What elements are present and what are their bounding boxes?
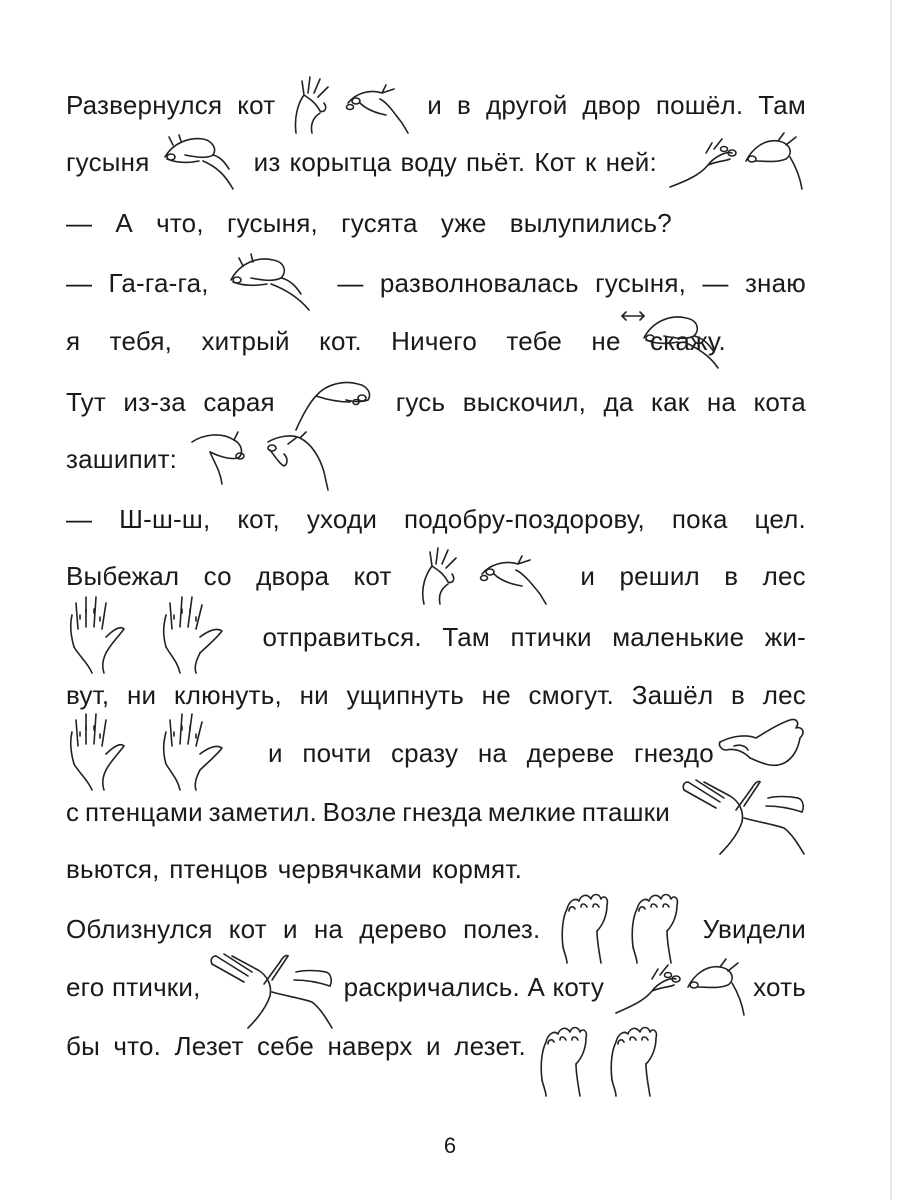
word: воду: [400, 146, 457, 177]
word: раскричались.: [343, 971, 520, 1002]
text-line-14: [66, 847, 522, 891]
word: почти: [302, 737, 372, 768]
word: —: [702, 267, 729, 298]
word: коту: [552, 971, 605, 1002]
word: А: [115, 207, 133, 238]
text-line-16: [66, 965, 806, 1009]
word: Выбежал: [66, 560, 180, 591]
text-line-10: [66, 615, 806, 659]
word: —: [66, 503, 93, 534]
word: и: [282, 913, 298, 944]
word: птенцами: [84, 796, 203, 827]
word: кормят.: [431, 853, 522, 884]
word: не: [481, 679, 511, 710]
word: Ничего: [391, 325, 478, 356]
word: кот: [353, 560, 392, 591]
word: и: [427, 89, 443, 120]
text-line-6: [66, 380, 806, 424]
word: скажу.: [650, 325, 726, 356]
word: жи-: [764, 621, 806, 652]
word: в: [457, 89, 472, 120]
word: кота: [753, 386, 806, 417]
word: лезет.: [454, 1030, 526, 1061]
word: на: [313, 913, 344, 944]
word: со: [203, 560, 232, 591]
word: гнездо: [634, 737, 714, 768]
text-line-17: [66, 1024, 526, 1068]
word: Облизнулся: [66, 913, 213, 944]
word: и: [268, 737, 283, 768]
text-line-12: [268, 731, 714, 775]
word: из: [253, 146, 281, 177]
word: птенцов: [169, 853, 269, 884]
word: Увидели: [702, 913, 806, 944]
word: хитрый: [201, 325, 290, 356]
word: Тут: [66, 386, 106, 417]
word: себе: [257, 1030, 315, 1061]
word: гусята: [341, 207, 418, 238]
word: А: [527, 971, 545, 1002]
word: уже: [440, 207, 487, 238]
word: корытца: [289, 146, 392, 177]
word: на: [706, 386, 737, 417]
word: Га-га-га,: [108, 267, 209, 298]
word: подобру-поздорову,: [404, 503, 645, 534]
word: Зашёл: [631, 679, 714, 710]
word: хоть: [753, 971, 806, 1002]
word: Там: [442, 621, 491, 652]
goose-hand-sign-icon: [616, 306, 726, 370]
word: в: [724, 560, 739, 591]
goose-hand-sign-icon: [292, 372, 378, 432]
cat-hand-sign-icon: [612, 955, 746, 1019]
word: гусыня,: [595, 267, 687, 298]
word: тебя,: [109, 325, 173, 356]
word: наверх: [327, 1030, 413, 1061]
word: —: [66, 207, 93, 238]
word: я: [66, 325, 81, 356]
word: пока: [671, 503, 728, 534]
word: сразу: [390, 737, 459, 768]
word: Возле: [322, 796, 397, 827]
word: зашипит:: [66, 443, 178, 474]
word: клюнуть,: [173, 679, 282, 710]
word: птички: [510, 621, 592, 652]
word: двора: [256, 560, 330, 591]
word: маленькие: [612, 621, 745, 652]
word: ни: [126, 679, 157, 710]
forest-hand-sign-icon: [66, 706, 242, 792]
word: лес: [762, 679, 806, 710]
word: бы: [66, 1030, 100, 1061]
text-line-15: [66, 907, 806, 951]
word: ущипнуть: [346, 679, 464, 710]
word: полез.: [463, 913, 541, 944]
climb-hand-sign-icon: [536, 1018, 666, 1098]
word: с: [66, 796, 80, 827]
word: цел.: [754, 503, 806, 534]
word: и: [426, 1030, 441, 1061]
goose-hand-sign-icon: [159, 133, 245, 191]
word: да: [603, 386, 634, 417]
word: заметил.: [208, 796, 317, 827]
cat-hand-sign-icon: [416, 544, 556, 608]
word: Кот: [534, 146, 576, 177]
word: ни: [299, 679, 329, 710]
text-line-13: [66, 790, 670, 834]
word: гнезда: [402, 796, 483, 827]
word: кот: [237, 89, 276, 120]
word: кот.: [319, 325, 362, 356]
word: гусыня: [66, 146, 150, 177]
word: уходи: [306, 503, 378, 534]
word: разволновалась: [379, 267, 579, 298]
word: сарая: [203, 386, 275, 417]
word: в: [731, 679, 746, 710]
word: пташки: [581, 796, 670, 827]
word: к: [584, 146, 597, 177]
word: ней:: [605, 146, 657, 177]
word: и: [580, 560, 596, 591]
word: птички,: [111, 971, 201, 1002]
word: решил: [619, 560, 700, 591]
word: Развернулся: [66, 89, 223, 120]
word: что.: [113, 1030, 162, 1061]
word: лес: [762, 560, 806, 591]
word: дерево: [359, 913, 447, 944]
word: —: [66, 267, 93, 298]
word: Ш-ш-ш,: [119, 503, 211, 534]
word: гусь: [395, 386, 446, 417]
text-line-8: [66, 497, 806, 541]
page-number: 6: [443, 1133, 457, 1158]
word: отправиться.: [262, 621, 422, 652]
goose-hand-sign-icon: [188, 428, 342, 492]
word: вьются,: [66, 853, 160, 884]
word: на: [477, 737, 508, 768]
word: Лезет: [174, 1030, 244, 1061]
word: мелкие: [487, 796, 577, 827]
word: гусыня,: [226, 207, 318, 238]
text-line-2: [66, 140, 806, 184]
word: вылупились?: [509, 207, 672, 238]
word: смогут.: [528, 679, 615, 710]
word: выскочил,: [462, 386, 587, 417]
word: его: [66, 971, 105, 1002]
word: из-за: [123, 386, 186, 417]
word: Там: [758, 89, 806, 120]
word: пошёл.: [655, 89, 744, 120]
word: знаю: [744, 267, 806, 298]
text-line-3: [66, 201, 672, 245]
word: вут,: [66, 679, 110, 710]
page-edge: [890, 0, 892, 1200]
word: кот,: [237, 503, 280, 534]
word: двор: [582, 89, 641, 120]
word: не: [591, 325, 621, 356]
word: кот: [228, 913, 267, 944]
forest-hand-sign-icon: [66, 599, 242, 675]
word: как: [650, 386, 690, 417]
word: —: [337, 267, 364, 298]
word: другой: [486, 89, 568, 120]
bird-hand-sign-icon: [680, 778, 808, 856]
cat-hand-sign-icon: [290, 73, 412, 137]
cat-hand-sign-icon: [666, 131, 806, 193]
word: тебе: [506, 325, 563, 356]
nest-hand-sign-icon: [716, 712, 810, 774]
bird-hand-sign-icon: [208, 944, 336, 1030]
text-line-4: [66, 261, 806, 305]
text-line-1: [66, 83, 806, 127]
word: червячками: [277, 853, 423, 884]
word: дереве: [526, 737, 615, 768]
word: пьёт.: [465, 146, 526, 177]
goose-hand-sign-icon: [225, 254, 321, 312]
word: что,: [156, 207, 204, 238]
